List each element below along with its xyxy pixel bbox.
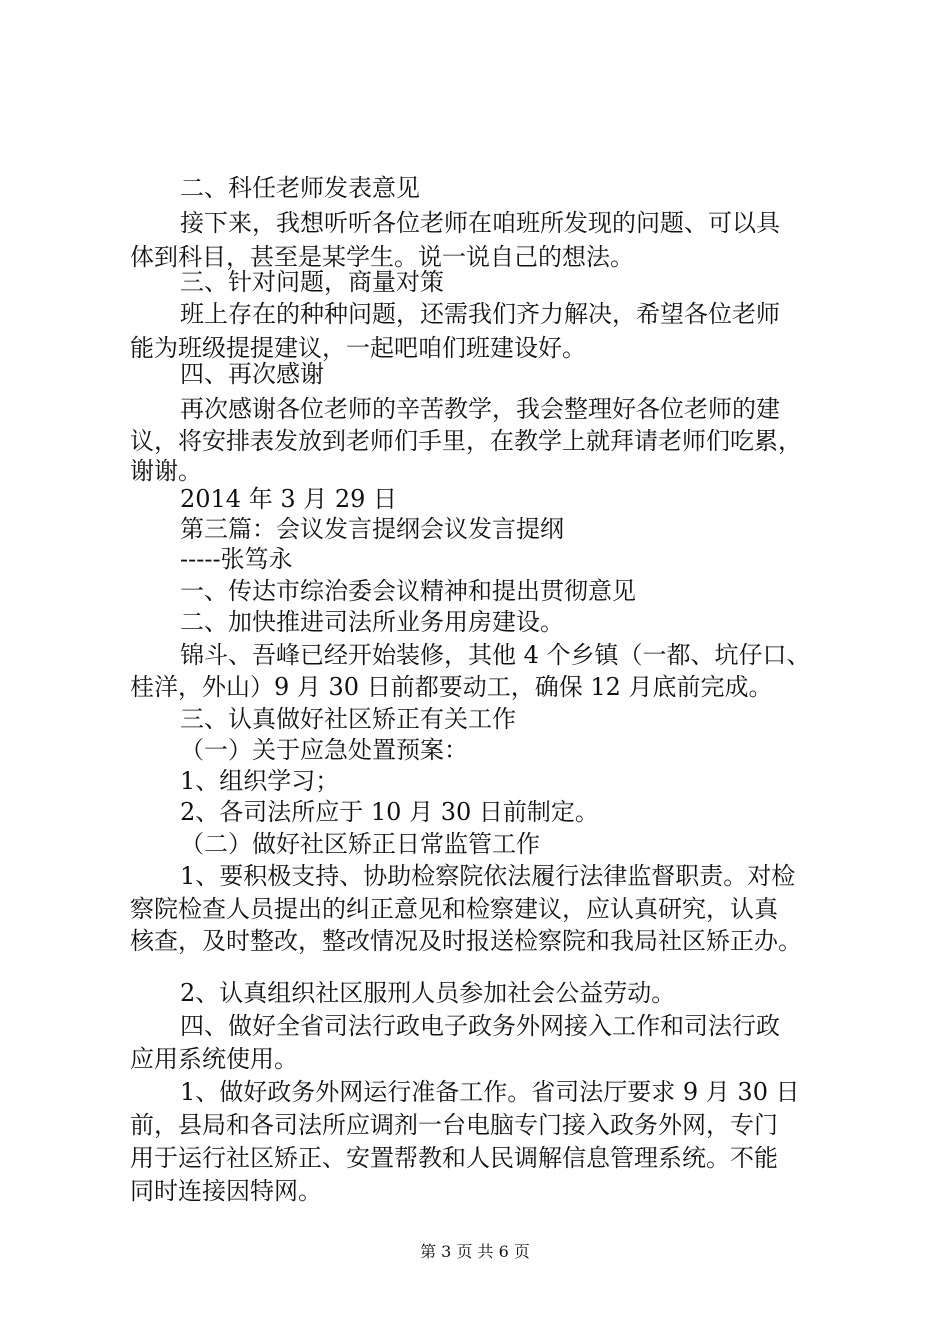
paragraph-line: 议，将安排表发放到老师们手里，在教学上就拜请老师们吃累，	[130, 427, 802, 455]
list-item: 2、认真组织社区服刑人员参加社会公益劳动。	[180, 979, 676, 1007]
sub-item-heading: （二）做好社区矫正日常监管工作	[180, 830, 540, 858]
heading-countermeasures: 三、针对问题，商量对策	[180, 268, 444, 296]
paragraph-line: 再次感谢各位老师的辛苦教学，我会整理好各位老师的建	[180, 395, 780, 423]
paragraph-line: 桂洋，外山）9 月 30 日前都要动工，确保 12 月底前完成。	[130, 673, 773, 701]
list-item: 2、各司法所应于 10 月 30 日前制定。	[180, 798, 599, 826]
outline-item-2: 二、加快推进司法所业务用房建设。	[180, 608, 564, 636]
paragraph-line: 锦斗、吾峰已经开始装修，其他 4 个乡镇（一都、坑仔口、	[180, 641, 811, 669]
page-number-footer: 第 3 页 共 6 页	[420, 1242, 530, 1261]
list-item: 1、组织学习；	[180, 767, 340, 795]
heading-thanks-again: 四、再次感谢	[180, 360, 324, 388]
paragraph-line: 班上存在的种种问题，还需我们齐力解决，希望各位老师	[180, 300, 780, 328]
paragraph-line: 同时连接因特网。	[130, 1177, 322, 1205]
paragraph-line: 体到科目，甚至是某学生。说一说自己的想法。	[130, 243, 634, 271]
outline-item-3: 三、认真做好社区矫正有关工作	[180, 705, 516, 733]
heading-teacher-opinions: 二、科任老师发表意见	[180, 174, 420, 202]
paragraph-line: 察院检查人员提出的纠正意见和检察建议，应认真研究，认真	[130, 895, 778, 923]
outline-item-4: 四、做好全省司法行政电子政务外网接入工作和司法行政	[180, 1012, 780, 1040]
author-line: -----张笃永	[180, 545, 293, 573]
paragraph-line: 核查，及时整改，整改情况及时报送检察院和我局社区矫正办。	[130, 927, 802, 955]
section-title: 第三篇：会议发言提纲会议发言提纲	[180, 515, 564, 543]
sub-item-heading: （一）关于应急处置预案：	[180, 736, 468, 764]
date-line: 2014 年 3 月 29 日	[180, 485, 398, 513]
paragraph-line: 前，县局和各司法所应调剂一台电脑专门接入政务外网，专门	[130, 1111, 778, 1139]
paragraph-line: 1、做好政务外网运行准备工作。省司法厅要求 9 月 30 日	[180, 1078, 800, 1106]
paragraph-line: 1、要积极支持、协助检察院依法履行法律监督职责。对检	[180, 862, 796, 890]
paragraph-line: 用于运行社区矫正、安置帮教和人民调解信息管理系统。不能	[130, 1144, 778, 1172]
outline-item-1: 一、传达市综治委会议精神和提出贯彻意见	[180, 577, 636, 605]
paragraph-line: 应用系统使用。	[130, 1045, 298, 1073]
paragraph-line: 谢谢。	[130, 457, 202, 485]
paragraph-line: 接下来，我想听听各位老师在咱班所发现的问题、可以具	[180, 209, 780, 237]
paragraph-line: 能为班级提提建议，一起吧咱们班建设好。	[130, 334, 586, 362]
